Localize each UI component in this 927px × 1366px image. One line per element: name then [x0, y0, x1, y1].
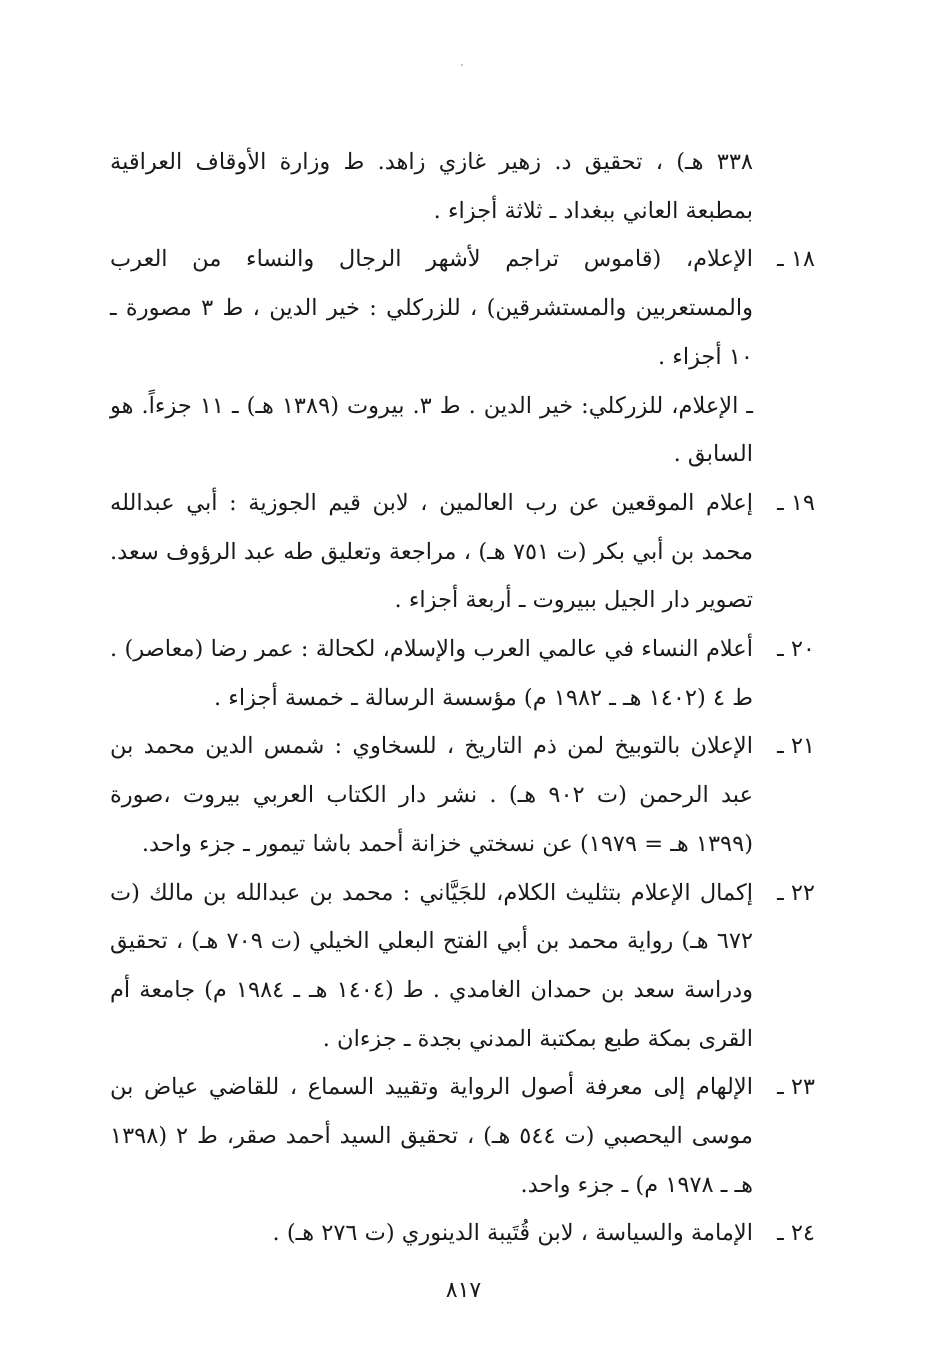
bibliography-text: [110, 138, 815, 1258]
entry-number: ٢٣ ـ: [777, 1074, 815, 1101]
entry-number: ٢١ ـ: [777, 733, 815, 760]
entry-number: ٢٤ ـ: [777, 1220, 815, 1247]
entry-text: الإعلان بالتوبيخ لمن ذم التاريخ ، للسخاوي : شمس الدين محمد بن عبد الرحمن (ت ٩٠٢ هـ) . نشر دار الكتاب العربي بيروت ،صورة (١٣٩٩ هـ = ١٩٧٩) عن نسختي خزانة أحمد باشا تيمور ـ جزء واحد.: [110, 733, 753, 857]
bibliography-sub-entry: [110, 382, 815, 479]
bibliography-entry-23: [110, 1063, 815, 1209]
entry-text: ٣٣٨ هـ) ، تحقيق د. زهير غازي زاهد. ط وزارة الأوقاف العراقية بمطبعة العاني ببغداد ـ ثلاثة أجزاء .: [110, 149, 753, 224]
bibliography-entry-22: [110, 869, 815, 1064]
entry-continuation: [110, 138, 815, 235]
entry-number: ٢٠ ـ: [777, 636, 815, 663]
entry-number: ١٨ ـ: [777, 246, 815, 273]
entry-text: ـ الإعلام، للزركلي: خير الدين . ط ٣. بيروت (١٣٨٩ هـ) ـ ١١ جزءاً. هو السابق .: [110, 392, 753, 468]
bibliography-entry-19: [110, 479, 815, 625]
entry-text: إعلام الموقعين عن رب العالمين ، لابن قيم الجوزية : أبي عبدالله محمد بن أبي بكر (ت ٧٥١ هـ) ، مراجعة وتعليق طه عبد الرؤوف سعد. تصوير دار الجيل ببيروت ـ أربعة أجزاء .: [110, 489, 754, 614]
entry-number: ١٩ ـ: [777, 489, 815, 516]
bibliography-entry-18: [110, 235, 815, 381]
entry-text: الإعلام، (قاموس تراجم لأشهر الرجال والنساء من العرب والمستعربين والمستشرقين) ، للزركلي : خير الدين ، ط ٣ مصورة ـ ١٠ أجزاء .: [110, 246, 753, 370]
entry-text: الإلهام إلى معرفة أصول الرواية وتقييد السماع ، للقاضي عياض بن موسى اليحصبي (ت ٥٤٤ هـ) ، تحقيق السيد أحمد صقر، ط ٢ (١٣٩٨ هـ ـ ١٩٧٨ م) ـ جزء واحد.: [110, 1074, 753, 1198]
bibliography-entry-24: [110, 1209, 815, 1258]
bibliography-entry-21: [110, 722, 815, 868]
entry-text: أعلام النساء في عالمي العرب والإسلام، لكحالة : عمر رضا (معاصر) . ط ٤ (١٤٠٢ هـ ـ ١٩٨٢ م) مؤسسة الرسالة ـ خمسة أجزاء .: [110, 636, 753, 711]
page-number: ٨١٧: [445, 1278, 482, 1303]
entry-text: الإمامة والسياسة ، لابن قُتَيبة الدينوري (ت ٢٧٦ هـ) .: [272, 1220, 753, 1247]
entry-number: ٢٢ ـ: [777, 879, 815, 906]
bibliography-entry-20: [110, 625, 815, 722]
entry-text: إكمال الإعلام بتثليث الكلام، للجَيَّاني : محمد بن عبدالله بن مالك (ت ٦٧٢ هـ) رواية محمد بن أبي الفتح البعلي الخيلي (ت ٧٠٩ هـ) ، تحقيق ودراسة سعد بن حمدان الغامدي . ط (١٤٠٤ هـ ـ ١٩٨٤ م) جامعة أم القرى بمكة طبع بمكتبة المدني بجدة ـ جزءان .: [110, 879, 753, 1052]
scan-speck: [461, 64, 463, 66]
